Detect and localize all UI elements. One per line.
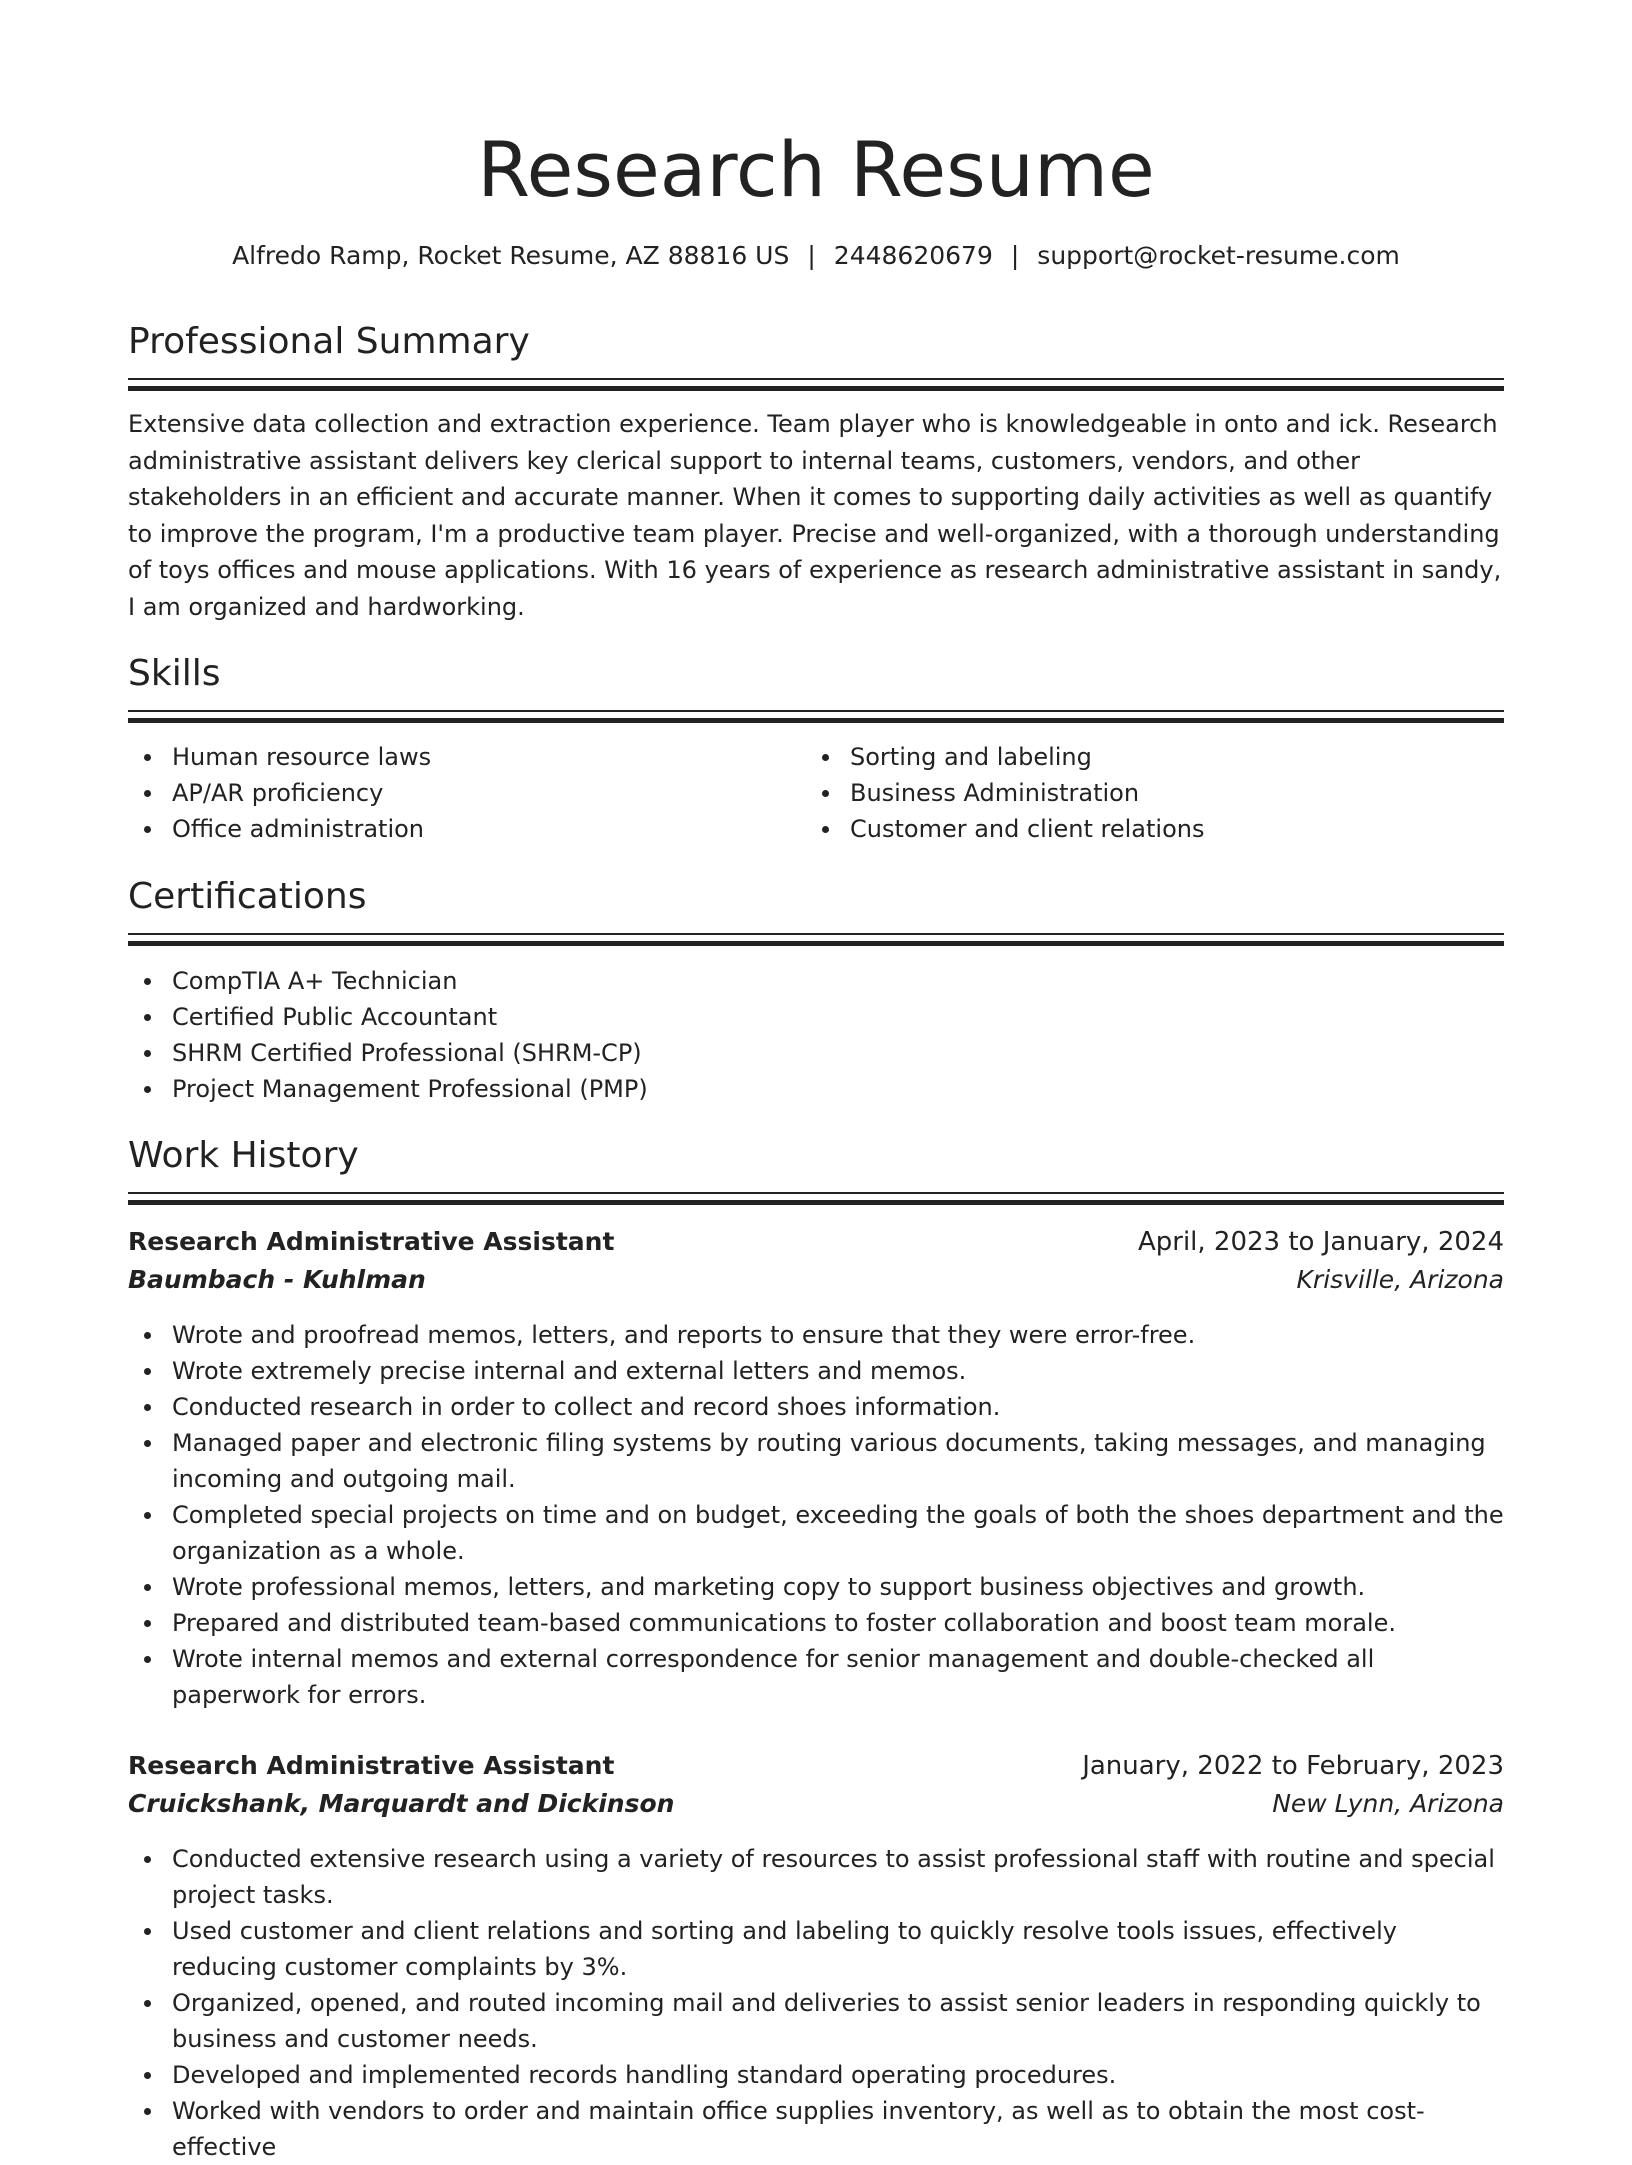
job-location: Krisville, Arizona [1296,1265,1504,1294]
certifications-list [128,963,1504,1107]
job-bullet: Wrote extremely precise internal and external letters and memos. [128,1353,1508,1389]
skill-item: Office administration [128,811,788,847]
section-divider [128,710,1504,712]
resume-title: Research Resume [477,125,1155,214]
job-bullet: Completed special projects on time and on budget, exceeding the goals of both the shoes department and the organization as a whole. [128,1497,1508,1569]
skill-item: Customer and client relations [806,811,1504,847]
job-bullet: Organized, opened, and routed incoming mail and deliveries to assist senior leaders in responding quickly to business and customer needs. [128,1985,1508,2057]
job-bullet: Managed paper and electronic filing systems by routing various documents, taking messages, and managing incoming and outgoing mail. [128,1425,1508,1497]
certification-item: Certified Public Accountant [128,999,1504,1035]
job-dates: April, 2023 to January, 2024 [1137,1227,1504,1257]
certification-item: CompTIA A+ Technician [128,963,1504,999]
skills-list-left [128,739,788,847]
job-bullet: Wrote internal memos and external correspondence for senior management and double-checked all paperwork for errors. [128,1641,1508,1713]
job-bullet: Wrote professional memos, letters, and marketing copy to support business objectives and growth. [128,1569,1508,1605]
certification-item: Project Management Professional (PMP) [128,1071,1504,1107]
job-location: New Lynn, Arizona [1272,1789,1504,1818]
contact-separator: | [807,241,816,270]
contact-address: Alfredo Ramp, Rocket Resume, AZ 88816 US [232,241,790,270]
skills-list-right [806,739,1504,847]
section-divider [128,933,1504,935]
job-company: Cruickshank, Marquardt and Dickinson [128,1789,675,1818]
job-title: Research Administrative Assistant [128,1751,615,1780]
section-title-summary: Professional Summary [128,321,530,362]
job-bullet: Developed and implemented records handling standard operating procedures. [128,2057,1508,2093]
skill-item: Sorting and labeling [806,739,1504,775]
contact-line [0,238,1632,274]
job-bullet: Wrote and proofread memos, letters, and reports to ensure that they were error-free. [128,1317,1508,1353]
section-divider [128,1192,1504,1194]
job-title: Research Administrative Assistant [128,1227,615,1256]
job-bullets [128,1317,1508,1713]
section-title-certifications: Certifications [128,876,367,917]
job-bullet: Prepared and distributed team-based communications to foster collaboration and boost team morale. [128,1605,1508,1641]
job-bullets [128,1841,1508,2165]
section-title-work-history: Work History [128,1135,359,1176]
job-bullet: Worked with vendors to order and maintain office supplies inventory, as well as to obtain the most cost-effective [128,2093,1508,2165]
contact-separator: | [1010,241,1020,270]
contact-email[interactable]: support@rocket-resume.com [1037,241,1400,270]
certification-item: SHRM Certified Professional (SHRM-CP) [128,1035,1504,1071]
skill-item: Business Administration [806,775,1504,811]
section-divider [128,378,1504,380]
skill-item: AP/AR proficiency [128,775,788,811]
section-title-skills: Skills [128,653,221,694]
job-bullet: Conducted extensive research using a variety of resources to assist professional staff with routine and special project tasks. [128,1841,1508,1913]
contact-phone: 2448620679 [833,241,993,270]
skill-item: Human resource laws [128,739,788,775]
job-company: Baumbach - Kuhlman [128,1265,426,1294]
job-dates: January, 2022 to February, 2023 [1082,1751,1504,1781]
job-bullet: Used customer and client relations and sorting and labeling to quickly resolve tools issues, effectively reducing customer complaints by 3%. [128,1913,1508,1985]
summary-text: Extensive data collection and extraction experience. Team player who is knowledgeable in onto and ick. Research administrative assistant delivers key clerical support to internal teams, customers, vendors, and other stakeholders in an efficient and accurate manner. When it comes to supporting daily activities as well as quantify to improve the program, I'm a productive team player. Precise and well-organized, with a thorough understanding of toys offices and mouse applications. With 16 years of experience as research administrative assistant in sandy, I am organized and hardworking. [128,410,1502,621]
job-bullet: Conducted research in order to collect and record shoes information. [128,1389,1508,1425]
